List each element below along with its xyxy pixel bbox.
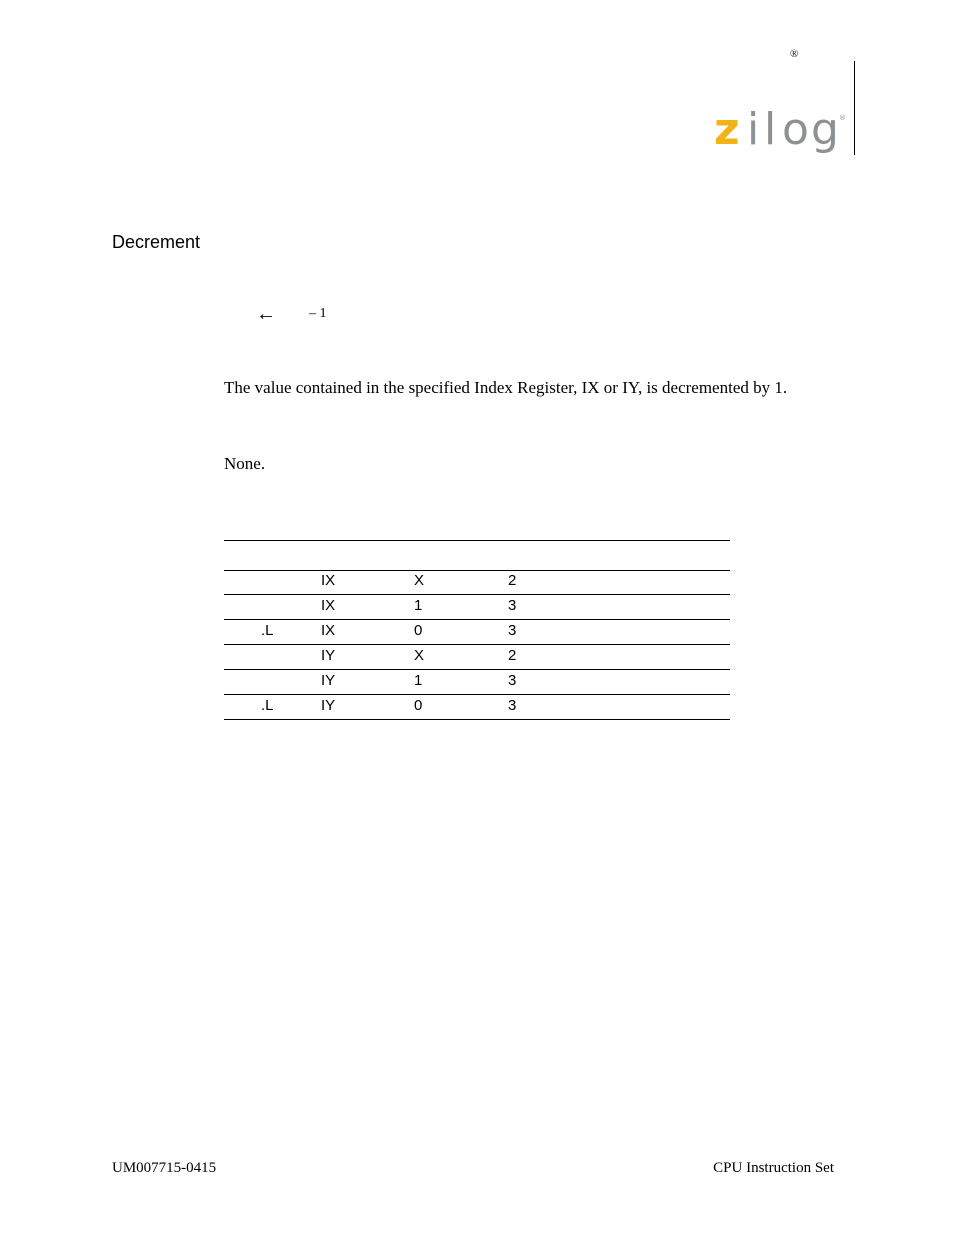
table-rule [224,570,730,571]
mnemonic-suffix: .L [261,622,274,639]
logo-letter-z: z [714,104,740,155]
table-rule [224,619,730,620]
register-cell: IY [321,697,336,714]
logo-letter-i: i [747,104,760,155]
cycles-cell: 3 [508,622,517,639]
operation-decrement: – 1 [309,306,327,321]
register-cell: IY [321,647,336,664]
adl-cell: 1 [414,597,423,614]
table-rule [224,644,730,645]
footer-section-name: CPU Instruction Set [713,1160,834,1176]
logo-letter-l: l [764,104,777,155]
register-cell: IX [321,572,336,589]
section-title: Decrement [112,232,201,252]
cycles-cell: 2 [508,572,517,589]
description-text: The value contained in the specified Index Register, IX or IY, is decremented by 1. [224,378,788,397]
mnemonic-suffix: .L [261,697,274,714]
logo-letter-o: o [782,104,809,155]
cycles-cell: 3 [508,597,517,614]
footer-doc-id: UM007715-0415 [112,1160,217,1176]
table-rule [224,594,730,595]
logo-trademark: ® [839,114,846,122]
zilog-logo [714,105,846,157]
cycles-cell: 3 [508,672,517,689]
register-cell: IX [321,597,336,614]
adl-cell: X [414,572,425,589]
adl-cell: 1 [414,672,423,689]
operation-arrow: ← [256,303,276,325]
cycles-cell: 2 [508,647,517,664]
register-cell: IY [321,672,336,689]
table-rule [224,694,730,695]
header-divider [854,61,855,155]
table-rule [224,669,730,670]
condition-bits-text: None. [224,454,266,473]
table-rule [224,540,730,541]
adl-cell: 0 [414,697,423,714]
logo-letter-g: g [811,104,839,155]
adl-cell: X [414,647,425,664]
register-cell: IX [321,622,336,639]
table-rule [224,719,730,720]
adl-cell: 0 [414,622,423,639]
registered-mark: ® [790,48,799,60]
cycles-cell: 3 [508,697,517,714]
